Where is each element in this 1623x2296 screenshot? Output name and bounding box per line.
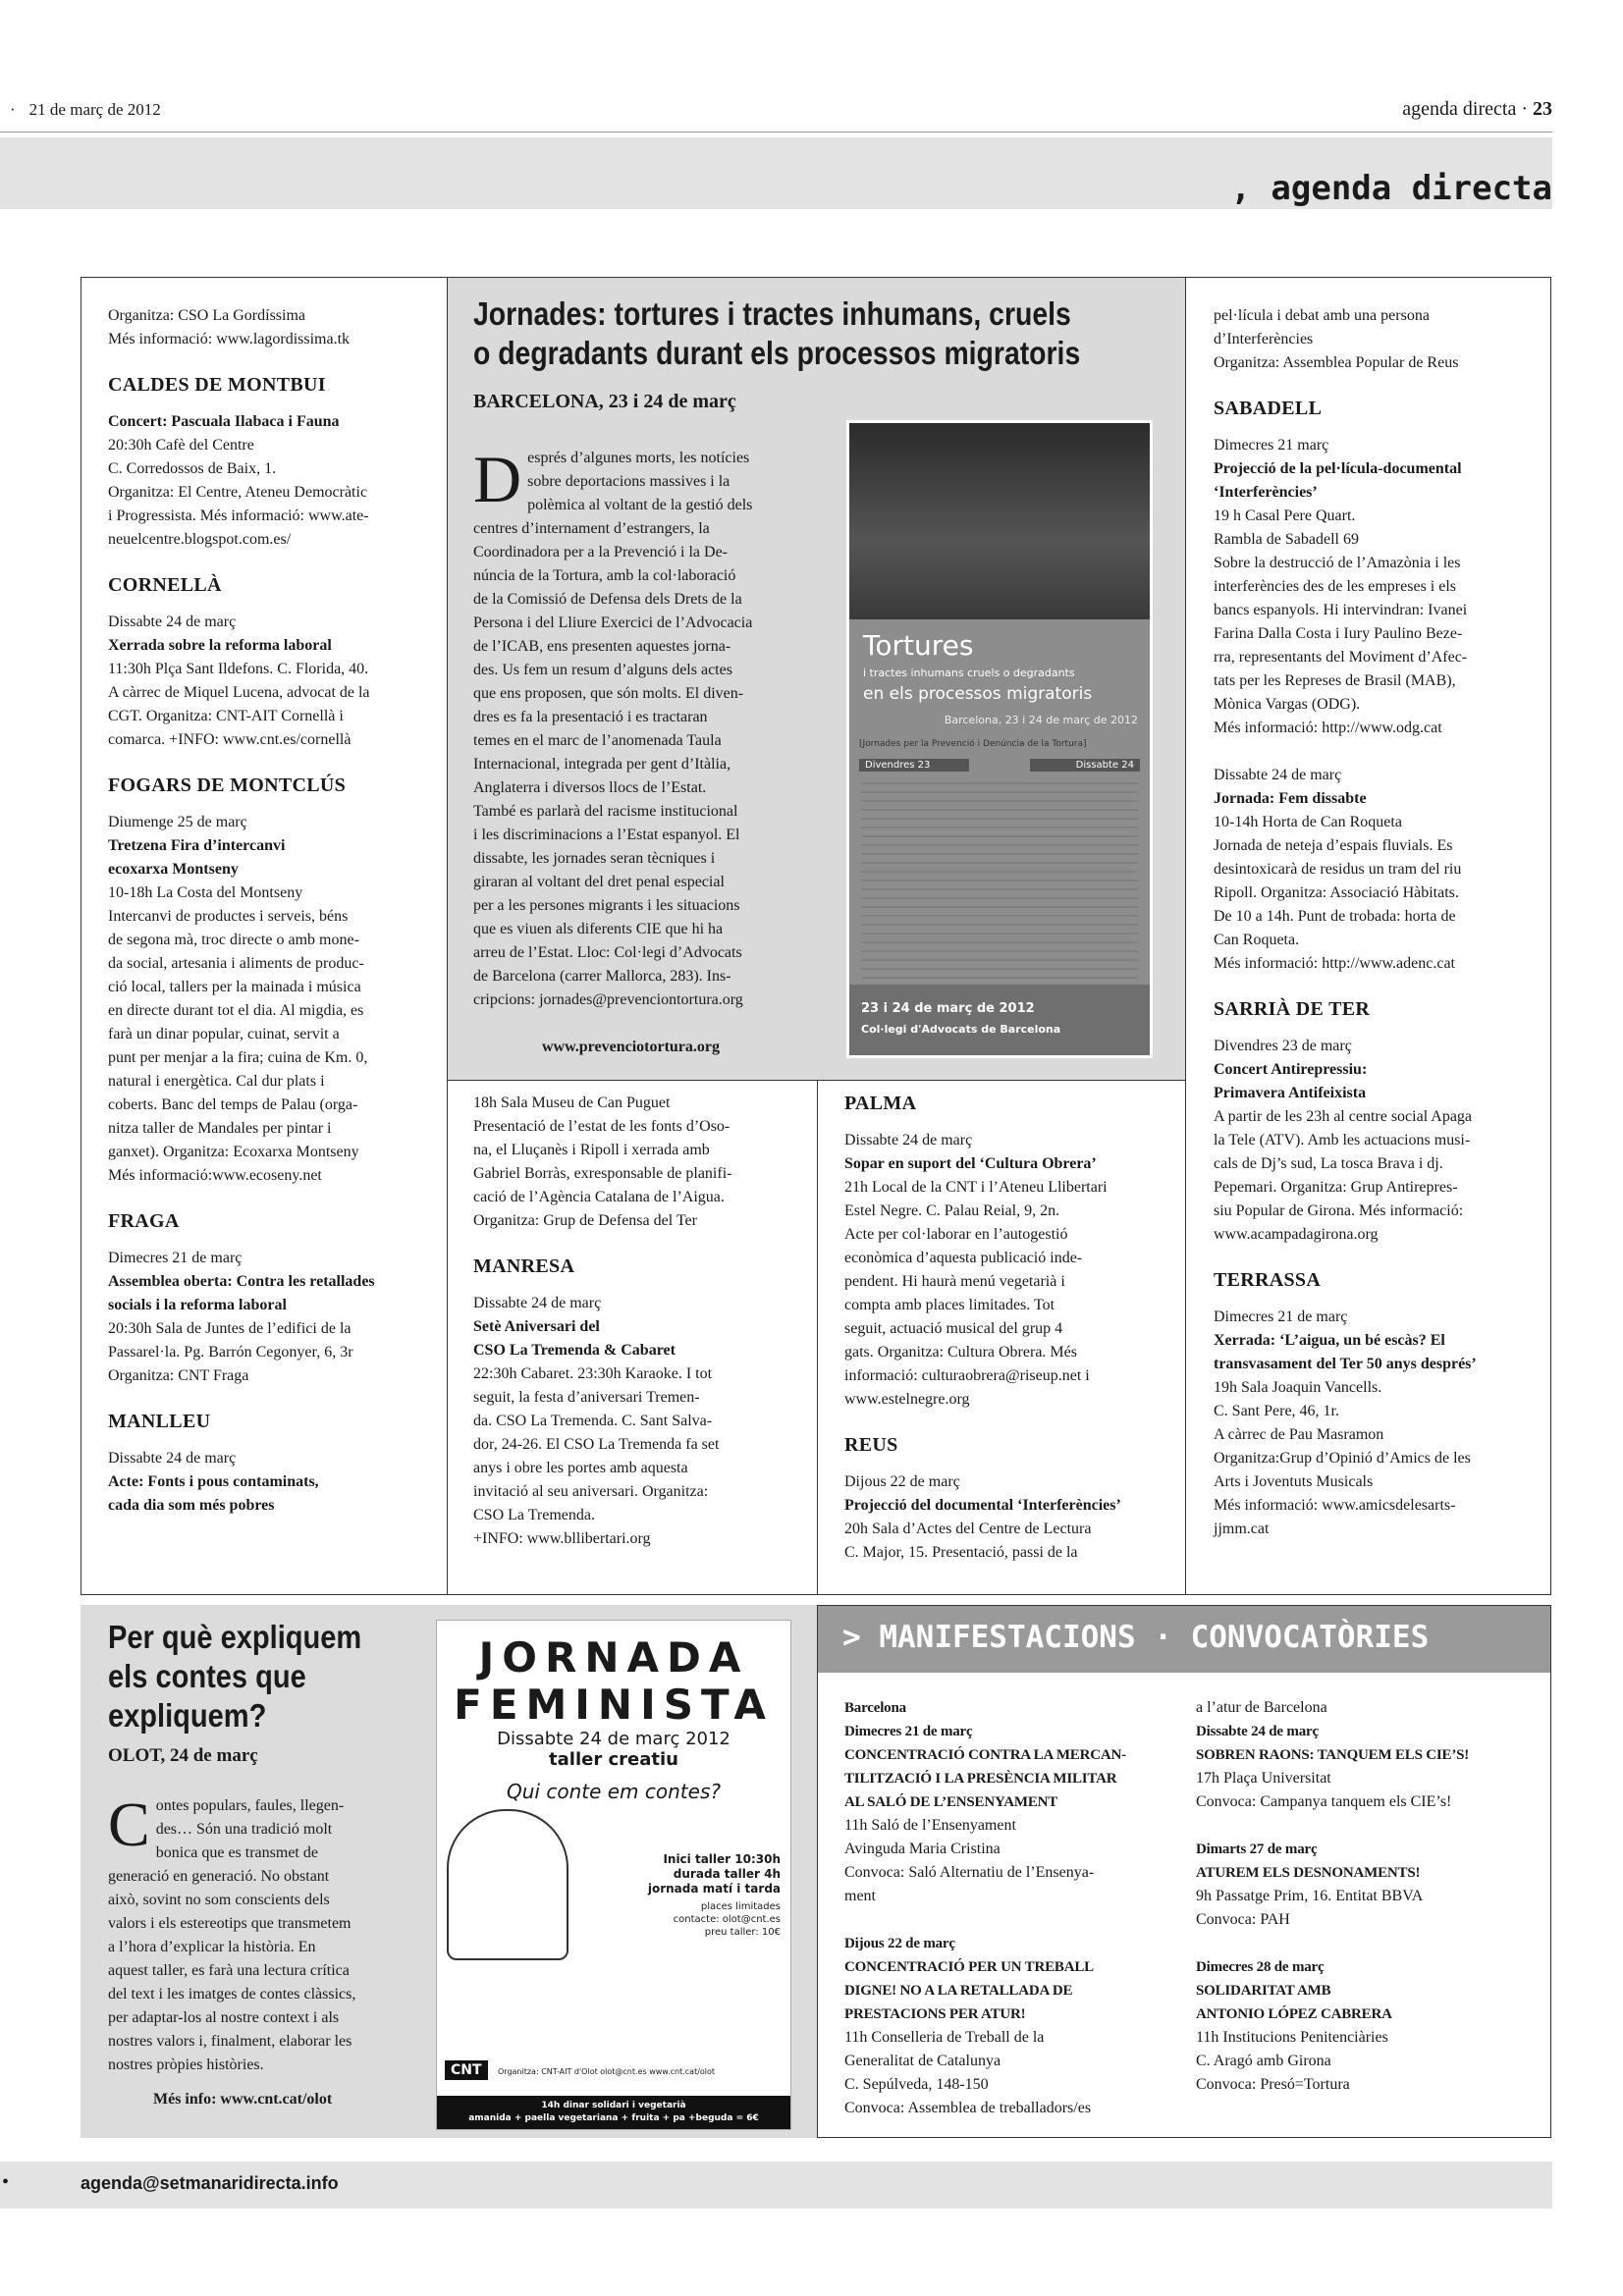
olot-title: Per què expliquem els contes que expliquem? <box>108 1619 362 1734</box>
agenda-heading: SARRIÀ DE TER <box>1214 998 1371 1020</box>
event-heading: ATUREM ELS DESNONAMENTS! <box>1196 1865 1421 1881</box>
poster-subtitle: taller creatiu <box>549 1749 678 1770</box>
agenda-heading: REUS <box>844 1434 898 1456</box>
event-heading: Dissabte 24 de març <box>1196 1724 1319 1739</box>
agenda-title: Xerrada: ‘L’aigua, un bé escàs? El transvasament del Ter 50 anys després’ <box>1214 1332 1477 1372</box>
agenda-text: 22:30h Cabaret. 23:30h Karaoke. I tot seguit, la festa d’aniversari Tremen- da. CSO La Tremenda. C. Sant Salva- dor, 24-26. El CSO La Tremenda fa set anys i obre les portes amb aquesta invitació al seu aniversari. Organitza: CSO La Tremenda. +INFO: www.bllibertari.org <box>473 1365 720 1547</box>
drop-cap: D <box>473 442 522 516</box>
poster-footer-place: Col·legi d'Advocats de Barcelona <box>861 1023 1061 1036</box>
spacer <box>1196 1814 1540 1838</box>
poster-day: Dissabte 24 <box>1030 759 1140 772</box>
agenda-text: 20:30h Cafè del Centre C. Corredossos de Baix, 1. Organitza: El Centre, Ateneu Democràtic i Progressista. Més informació: www.ate- neuelcentre.blogspot.com.es/ <box>108 437 369 548</box>
agenda-title: Projecció de la pel·lícula-documental ‘Interferències’ <box>1214 460 1462 501</box>
olot-text: ontes populars, faules, llegen- des… Són una tradició molt bonica que es transmet de generació en generació. No obstant això, sovint no som conscients dels valors i els estereotips que transmetem a l’hora d’explicar la història. En aquest taller, es farà una lectura crítica del text i les imatges de contes clàssics, per adaptar-los al nostre context i als nostres valors i, finalment, elaborar les nostres pròpies històries. <box>108 1797 356 2073</box>
feature-subtitle: BARCELONA, 23 i 24 de març <box>473 391 736 412</box>
agenda-heading: CORNELLÀ <box>108 574 222 596</box>
agenda-date: Diumenge 25 de març <box>108 814 247 830</box>
poster-meal: 14h dinar solidari i vegetarià amanida + paella vegetariana + fruita + pa +beguda = 6€ <box>437 2096 790 2129</box>
event-heading: Dimarts 27 de març <box>1196 1842 1318 1857</box>
agenda-title: Tretzena Fira d’intercanvi ecoxarxa Montseny <box>108 837 286 878</box>
agenda-heading: SABADELL <box>1214 398 1323 419</box>
event-heading: SOLIDARITAT AMB ANTONIO LÓPEZ CABRERA <box>1196 1983 1392 2022</box>
agenda-heading: TERRASSA <box>1214 1269 1322 1291</box>
agenda-heading: PALMA <box>844 1093 917 1114</box>
event-heading: CONCENTRACIÓ CONTRA LA MERCAN- TILITZACIÓ I LA PRESÈNCIA MILITAR AL SALÓ DE L’ENSENYAMENT <box>844 1747 1126 1810</box>
column-divider <box>447 277 448 1595</box>
drop-cap: C <box>108 1789 150 1859</box>
manifestacions-col-1 <box>844 1696 1183 2120</box>
column-mid-b <box>844 1070 1178 1565</box>
agenda-title: Projecció del documental ‘Interferències’ <box>844 1497 1121 1514</box>
cnt-logo: CNT <box>445 2060 488 2080</box>
event-details: 11h Conselleria de Treball de la Generalitat de Catalunya C. Sepúlveda, 148-150 Convoca: Assemblea de treballadors/es <box>844 2029 1092 2116</box>
agenda-text: 19h Sala Joaquin Vancells. C. Sant Pere, 46, 1r. A càrrec de Pau Masramon Organitza:Grup d’Opinió d’Amics de les Arts i Joventuts Musicals Més informació: www.amicsdelesarts- jjmm.cat <box>1214 1379 1471 1537</box>
agenda-gap <box>1214 740 1547 764</box>
poster-question: Qui conte em contes? <box>507 1780 721 1803</box>
poster-program <box>861 782 1138 979</box>
feminist-poster-image <box>436 1620 791 2130</box>
agenda-text: 19 h Casal Pere Quart. Rambla de Sabadell 69 Sobre la destrucció de l’Amazònia i les interferències des de les empreses i els bancs espanyols. Hi intervindran: Ivanei Farina Dalla Costa i Iury Paulino Beze- rra, representants del Moviment d’Afec- tats per les Represes de Brasil (MAB), Mònica Vargas (ODG). Més informació: http://www.odg.cat <box>1214 507 1468 736</box>
section-title: , agenda directa <box>1230 169 1552 208</box>
feature-text: esprés d’algunes morts, les notícies sobre deportacions massives i la polèmica al voltant de la gestió dels centres d’internament d’estrangers, la Coordinadora per a la Prevenció i la De- núncia de la Tortura, amb la col·laboració de la Comissió de Defensa dels Drets de la Persona i del Lliure Exercici de l’Advocacia de l’ICAB, ens presenten aquestes jorna- des. Us fem un resum d’alguns dels actes que ens proposen, que són molts. El diven- dres es fa la presentació i es tractaran temes en el marc de l’anomenada Taula Internacional, integrada per gent d’Itàlia, Anglaterra i diversos llocs de l’Estat. També es parlarà del racisme institucional i les discriminacions a l’Estat espanyol. El dissabte, les jornades seran tècniques i giraran al voltant del dret penal especial per a les persones migrants i les situacions que es viuen als diferents CIE que hi ha arreu de l’Estat. Lloc: Col·legi d’Advocats de Barcelona (carrer Mallorca, 283). Ins- cripcions: jornades@prevenciontortura.org <box>473 450 753 1008</box>
column-left <box>108 304 437 1518</box>
spacer <box>844 1908 1183 1932</box>
olot-subtitle: OLOT, 24 de març <box>108 1745 258 1766</box>
agenda-heading: FRAGA <box>108 1210 180 1232</box>
poster-info: Inici taller 10:30h durada taller 4h jornada matí i tarda <box>647 1852 781 1896</box>
poster-line: i tractes inhumans cruels o degradants <box>863 667 1075 679</box>
agenda-title: Jornada: Fem dissabte <box>1214 790 1367 807</box>
agenda-text: 21h Local de la CNT i l’Ateneu Llibertari Estel Negre. C. Palau Reial, 9, 2n. Acte per col·laborar en l’autogestió econòmica d’aquesta publicació inde- pendent. Hi haurà menú vegetarià i compta amb places limitades. Tot seguit, actuació musical del grup 4 gats. Organitza: Cultura Obrera. Més informació: culturaobrera@riseup.net i www.estelnegre.org <box>844 1179 1108 1408</box>
feature-body <box>473 442 817 1012</box>
olot-body <box>108 1789 422 2077</box>
poster-details <box>648 1852 781 1966</box>
agenda-text: pel·lícula i debat amb una persona d’Interferències Organitza: Assemblea Popular de Reus <box>1214 307 1459 371</box>
agenda-text: Organitza: CSO La Gordíssima Més informació: www.lagordissima.tk <box>108 307 351 347</box>
event-details: 11h Institucions Penitenciàries C. Aragó amb Girona Convoca: Presó=Tortura <box>1196 2029 1388 2093</box>
agenda-title: Sopar en suport del ‘Cultura Obrera’ <box>844 1155 1097 1172</box>
spacer <box>1196 1932 1540 1955</box>
agenda-date: Dimecres 21 de març <box>1214 1308 1348 1325</box>
agenda-date: Divendres 23 de març <box>1214 1038 1352 1054</box>
agenda-heading: FOGARS DE MONTCLÚS <box>108 774 347 796</box>
event-heading: SOBREN RAONS: TANQUEM ELS CIE’S! <box>1196 1747 1470 1763</box>
poster-date: Barcelona, 23 i 24 de març de 2012 <box>944 714 1138 726</box>
agenda-text: 20:30h Sala de Juntes de l’edifici de la Passarel·la. Pg. Barrón Cegonyer, 6, 3r Organitza: CNT Fraga <box>108 1320 353 1384</box>
agenda-date: Dissabte 24 de març <box>108 1450 237 1467</box>
manifestacions-title: > MANIFESTACIONS · CONVOCATÒRIES <box>842 1620 1430 1655</box>
agenda-heading: MANRESA <box>473 1255 575 1277</box>
agenda-text: A partir de les 23h al centre social Apaga la Tele (ATV). Amb les actuacions musi- cals de Dj’s sud, La tosca Brava i dj. Pepemari. Organitza: Grup Antirepres- siu Popular de Girona. Més informació: www.acampadagirona.org <box>1214 1108 1473 1243</box>
agenda-title: Concert: Pascuala Ilabaca i Fauna <box>108 413 340 430</box>
poster-organizer: Organitza: CNT-AIT d'Olot olot@cnt.es www.cnt.cat/olot <box>498 2067 716 2076</box>
poster-places: places limitades contacte: olot@cnt.es preu taller: 10€ <box>673 1901 781 1938</box>
manifestacions-col-2 <box>1196 1696 1540 2097</box>
agenda-text: 10-14h Horta de Can Roqueta Jornada de neteja d’espais fluvials. Es desintoxicarà de residus un tram del riu Ripoll. Organitza: Associació Hàbitats. De 10 a 14h. Punt de trobada: horta de Can Roqueta. Més informació: http://www.adenc.cat <box>1214 814 1462 972</box>
agenda-text: 18h Sala Museu de Can Puguet Presentació de l’estat de les fonts d’Oso- na, el Lluçanès i Ripoll i xerrada amb Gabriel Borràs, exresponsable de planifi- cació de l’Agència Catalana de l’Aigua. Organitza: Grup de Defensa del Ter <box>473 1095 732 1229</box>
event-details: 9h Passatge Prim, 16. Entitat BBVA Convoca: PAH <box>1196 1888 1424 1928</box>
column-divider <box>1185 277 1186 1595</box>
agenda-heading: MANLLEU <box>108 1411 211 1432</box>
agenda-title: Acte: Fonts i pous contaminats, cada dia som més pobres <box>108 1473 319 1514</box>
contact-email[interactable]: agenda@setmanaridirecta.info <box>81 2173 339 2193</box>
agenda-title: Setè Aniversari del CSO La Tremenda & Cabaret <box>473 1318 676 1359</box>
poster-footer <box>849 985 1150 1055</box>
column-mid-a <box>473 1092 807 1551</box>
agenda-heading: CALDES DE MONTBUI <box>108 374 326 396</box>
poster-footer-date: 23 i 24 de març de 2012 <box>861 1001 1035 1016</box>
poster-day: Divendres 23 <box>859 759 969 772</box>
agenda-text: 20h Sala d’Actes del Centre de Lectura C. Major, 15. Presentació, passi de la <box>844 1521 1092 1561</box>
column-divider <box>817 1080 818 1595</box>
event-details: 11h Saló de l’Ensenyament Avinguda Maria Cristina Convoca: Saló Alternatiu de l’Ensenya- ment <box>844 1817 1095 1904</box>
event-heading: CONCENTRACIÓ PER UN TREBALL DIGNE! NO A LA RETALLADA DE PRESTACIONS PER ATUR! <box>844 1959 1094 2022</box>
poster-date: Dissabte 24 de març 2012 <box>497 1729 730 1749</box>
poster-title: JORNADA FEMINISTA <box>454 1633 774 1729</box>
header-rule <box>0 132 1552 133</box>
agenda-text: 11:30h Plça Sant Ildefons. C. Florida, 40. A càrrec de Miquel Lucena, advocat de la CGT. Organitza: CNT-AIT Cornellà i comarca. +INFO: www.cnt.es/cornellà <box>108 661 370 748</box>
poster-title: Tortures <box>863 629 974 662</box>
column-right <box>1214 304 1547 1541</box>
page-number: 23 <box>1533 98 1552 120</box>
torture-poster-image <box>846 420 1153 1058</box>
event-heading: Dimecres 21 de març <box>844 1724 973 1739</box>
event-heading: Dimecres 28 de març <box>1196 1959 1325 1975</box>
protest-photo <box>849 423 1150 619</box>
agenda-text: 10-18h La Costa del Montseny Intercanvi de productes i serveis, béns de segona mà, troc directe o amb mone- da social, artesania i aliments de produc- ció local, tallers per la mainada i música en directe durant tot el dia. Al migdia, es farà un dinar popular, cuinat, servit a punt per menjar a la fira; cuina de Km. 0, natural i energètica. Cal dur plats i coberts. Banc del temps de Palau (orga- nitza taller de Mandales per pintar i ganxet). Organitza: Ecoxarxa Montseny Més informació:www.ecoseny.net <box>108 884 368 1184</box>
feature-title: Jornades: tortures i tractes inhumans, cruels o degradants durant els processos migratoris <box>473 295 1081 371</box>
section-name: agenda directa · <box>1402 98 1528 120</box>
poster-series: [Jornades per la Prevenció i Denúncia de la Tortura] <box>859 739 1087 749</box>
feature-link[interactable]: www.prevenciotortura.org <box>542 1039 720 1055</box>
event-details: a l’atur de Barcelona <box>1196 1699 1327 1716</box>
bullet: • <box>2 2171 10 2193</box>
agenda-date: Dijous 22 de març <box>844 1473 960 1490</box>
event-heading: Dijous 22 de març <box>844 1936 955 1951</box>
page-section <box>1402 98 1552 121</box>
event-details: 17h Plaça Universitat Convoca: Campanya tanquem els CIE’s! <box>1196 1770 1452 1810</box>
agenda-date: Dissabte 24 de març <box>473 1295 602 1311</box>
poster-line: en els processos migratoris <box>863 684 1093 704</box>
agenda-date: Dimecres 21 març <box>1214 437 1329 454</box>
agenda-date: Dissabte 24 de març <box>108 614 237 630</box>
event-heading: Barcelona <box>844 1700 906 1716</box>
poster-row <box>437 1803 790 1966</box>
agenda-date: Dissabte 24 de març <box>1214 767 1342 783</box>
agenda-title: Concert Antirepressiu: Primavera Antifeixista <box>1214 1061 1368 1101</box>
agenda-date: Dissabte 24 de març <box>844 1132 973 1148</box>
agenda-title: Xerrada sobre la reforma laboral <box>108 637 332 654</box>
olot-link[interactable]: Més info: www.cnt.cat/olot <box>153 2091 333 2108</box>
issue-date: · 21 de març de 2012 <box>10 100 161 120</box>
agenda-title: Assemblea oberta: Contra les retallades socials i la reforma laboral <box>108 1273 375 1313</box>
agenda-date: Dimecres 21 de març <box>108 1250 243 1266</box>
princess-illustration <box>447 1809 568 1960</box>
